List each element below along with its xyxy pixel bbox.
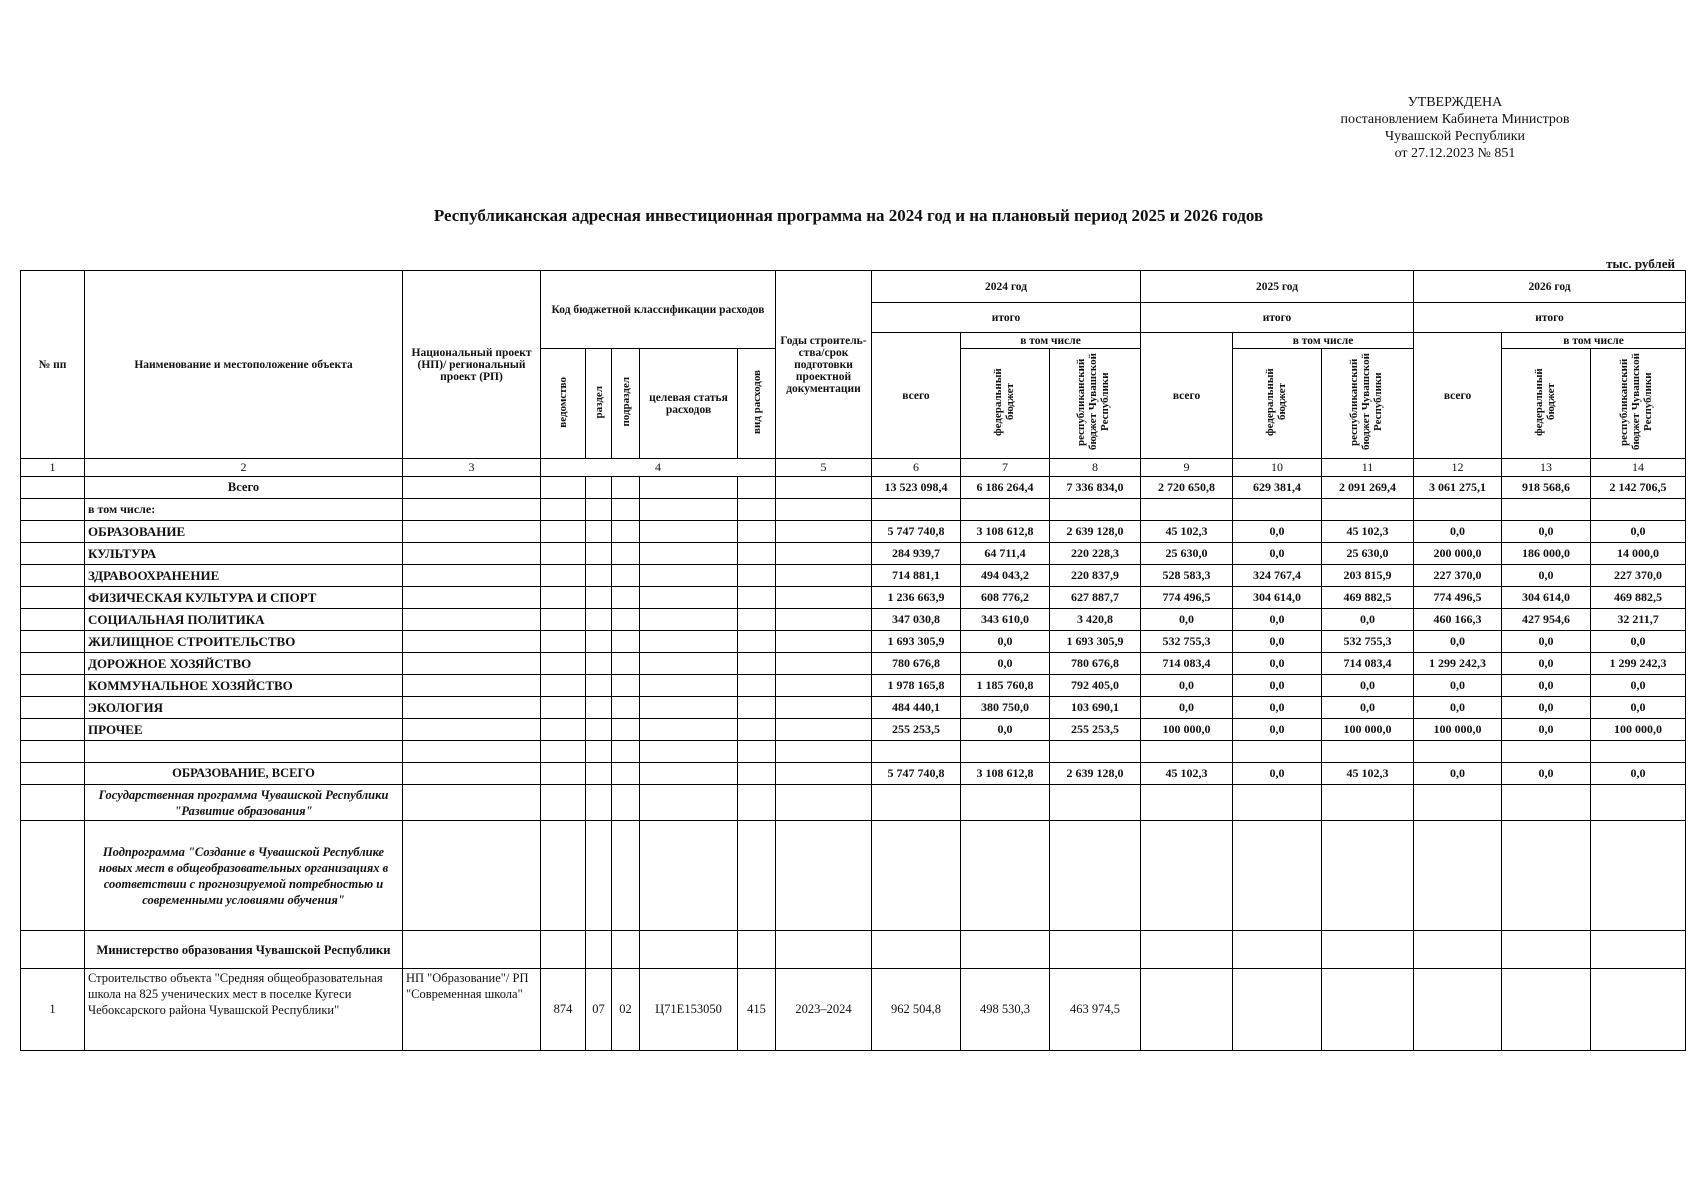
header-kbk: Код бюджетной классификации расходов bbox=[541, 271, 776, 349]
value-cell: 532 755,3 bbox=[1141, 631, 1233, 653]
section-row bbox=[21, 675, 1686, 697]
value-cell: 0,0 bbox=[1233, 543, 1322, 565]
value-cell: 1 978 165,8 bbox=[872, 675, 961, 697]
header-no: № пп bbox=[21, 271, 85, 459]
value-cell: 0,0 bbox=[1414, 763, 1502, 785]
value-cell: 2 091 269,4 bbox=[1322, 477, 1414, 499]
value-cell bbox=[1233, 969, 1322, 1051]
value-cell: 714 083,4 bbox=[1322, 653, 1414, 675]
value-cell: 220 837,9 bbox=[1050, 565, 1141, 587]
value-cell: 0,0 bbox=[1414, 631, 1502, 653]
object-vr: 415 bbox=[738, 969, 776, 1051]
header-itogo-2026: итого bbox=[1414, 303, 1686, 333]
header-csr: целевая статья расходов bbox=[640, 349, 738, 459]
value-cell: 255 253,5 bbox=[872, 719, 961, 741]
header-vedomstvo bbox=[541, 349, 586, 459]
header-fed-2026-text: федеральный бюджет bbox=[1533, 368, 1558, 436]
value-cell: 0,0 bbox=[1233, 697, 1322, 719]
colnum: 6 bbox=[872, 459, 961, 477]
value-cell: 629 381,4 bbox=[1233, 477, 1322, 499]
object-row bbox=[21, 969, 1686, 1051]
column-numbers-row bbox=[21, 459, 1686, 477]
section-name: СОЦИАЛЬНАЯ ПОЛИТИКА bbox=[85, 609, 403, 631]
colnum: 4 bbox=[541, 459, 776, 477]
section-row bbox=[21, 653, 1686, 675]
value-cell: 0,0 bbox=[1322, 697, 1414, 719]
value-cell: 255 253,5 bbox=[1050, 719, 1141, 741]
header-resp-2024 bbox=[1050, 349, 1141, 459]
value-cell: 0,0 bbox=[1591, 631, 1686, 653]
header-resp-2025 bbox=[1322, 349, 1414, 459]
value-cell: 774 496,5 bbox=[1141, 587, 1233, 609]
header-fed-2026 bbox=[1502, 349, 1591, 459]
object-podrazdel: 02 bbox=[612, 969, 640, 1051]
value-cell: 0,0 bbox=[1502, 675, 1591, 697]
colnum: 8 bbox=[1050, 459, 1141, 477]
value-cell: 463 974,5 bbox=[1050, 969, 1141, 1051]
empty-row bbox=[21, 741, 1686, 763]
value-cell: 1 693 305,9 bbox=[1050, 631, 1141, 653]
total-label: Всего bbox=[85, 477, 403, 499]
value-cell: 103 690,1 bbox=[1050, 697, 1141, 719]
value-cell: 0,0 bbox=[1141, 697, 1233, 719]
value-cell: 918 568,6 bbox=[1502, 477, 1591, 499]
section-row bbox=[21, 565, 1686, 587]
value-cell: 0,0 bbox=[1141, 609, 1233, 631]
object-years: 2023–2024 bbox=[776, 969, 872, 1051]
value-cell: 0,0 bbox=[1591, 521, 1686, 543]
value-cell: 203 815,9 bbox=[1322, 565, 1414, 587]
value-cell: 0,0 bbox=[1502, 763, 1591, 785]
value-cell: 460 166,3 bbox=[1414, 609, 1502, 631]
object-project: НП "Образование"/ РП "Современная школа" bbox=[403, 969, 541, 1051]
value-cell: 45 102,3 bbox=[1322, 521, 1414, 543]
value-cell bbox=[1141, 969, 1233, 1051]
value-cell: 792 405,0 bbox=[1050, 675, 1141, 697]
colnum: 7 bbox=[961, 459, 1050, 477]
units-label: тыс. рублей bbox=[1606, 256, 1675, 271]
approval-stamp bbox=[1290, 94, 1620, 162]
header-name: Наименование и местоположение объекта bbox=[85, 271, 403, 459]
value-cell: 186 000,0 bbox=[1502, 543, 1591, 565]
value-cell: 0,0 bbox=[1141, 675, 1233, 697]
value-cell bbox=[1502, 969, 1591, 1051]
object-razdel: 07 bbox=[586, 969, 612, 1051]
header-resp-2026 bbox=[1591, 349, 1686, 459]
header-vr-text: вид расходов bbox=[750, 370, 763, 434]
value-cell: 0,0 bbox=[1322, 609, 1414, 631]
header-vtomchisle-2026: в том числе bbox=[1502, 333, 1686, 349]
header-vtomchisle-2024: в том числе bbox=[961, 333, 1141, 349]
colnum: 12 bbox=[1414, 459, 1502, 477]
value-cell: 220 228,3 bbox=[1050, 543, 1141, 565]
value-cell: 304 614,0 bbox=[1233, 587, 1322, 609]
value-cell: 3 061 275,1 bbox=[1414, 477, 1502, 499]
value-cell: 1 185 760,8 bbox=[961, 675, 1050, 697]
value-cell: 0,0 bbox=[1414, 675, 1502, 697]
value-cell: 25 630,0 bbox=[1141, 543, 1233, 565]
value-cell: 100 000,0 bbox=[1591, 719, 1686, 741]
value-cell: 100 000,0 bbox=[1414, 719, 1502, 741]
approval-line-1: УТВЕРЖДЕНА bbox=[1407, 95, 1503, 110]
section-name: ЖИЛИЩНОЕ СТРОИТЕЛЬСТВО bbox=[85, 631, 403, 653]
header-fed-2024 bbox=[961, 349, 1050, 459]
header-year-2025: 2025 год bbox=[1141, 271, 1414, 303]
value-cell: 227 370,0 bbox=[1591, 565, 1686, 587]
document-title: Республиканская адресная инвестиционная программа на 2024 год и на плановый период 2025 и 2026 годов bbox=[433, 206, 1264, 225]
value-cell: 1 299 242,3 bbox=[1591, 653, 1686, 675]
value-cell: 6 186 264,4 bbox=[961, 477, 1050, 499]
section-name: ПРОЧЕЕ bbox=[85, 719, 403, 741]
colnum: 2 bbox=[85, 459, 403, 477]
value-cell: 627 887,7 bbox=[1050, 587, 1141, 609]
value-cell: 0,0 bbox=[1233, 631, 1322, 653]
approval-line-3: Чувашской Республики bbox=[1384, 129, 1526, 144]
value-cell: 13 523 098,4 bbox=[872, 477, 961, 499]
section-name: ФИЗИЧЕСКАЯ КУЛЬТУРА И СПОРТ bbox=[85, 587, 403, 609]
value-cell: 498 530,3 bbox=[961, 969, 1050, 1051]
value-cell: 45 102,3 bbox=[1322, 763, 1414, 785]
value-cell: 0,0 bbox=[1591, 697, 1686, 719]
value-cell: 200 000,0 bbox=[1414, 543, 1502, 565]
approval-line-4: от 27.12.2023 № 851 bbox=[1394, 146, 1516, 161]
value-cell: 0,0 bbox=[1502, 521, 1591, 543]
section-row bbox=[21, 609, 1686, 631]
subprogram-row bbox=[21, 821, 1686, 931]
header-fed-2025 bbox=[1233, 349, 1322, 459]
value-cell: 0,0 bbox=[1322, 675, 1414, 697]
value-cell: 0,0 bbox=[1591, 675, 1686, 697]
vtomchisle-label: в том числе: bbox=[85, 499, 403, 521]
header-project: Национальный проект (НП)/ региональный проект (РП) bbox=[403, 271, 541, 459]
value-cell: 0,0 bbox=[1233, 763, 1322, 785]
header-vsego-2026: всего bbox=[1414, 333, 1502, 459]
header-fed-2024-text: федеральный бюджет bbox=[992, 368, 1016, 436]
section-row bbox=[21, 697, 1686, 719]
ministry-label: Министерство образования Чувашской Республики bbox=[85, 931, 403, 969]
colnum: 14 bbox=[1591, 459, 1686, 477]
header-podrazdel-text: подраздел bbox=[619, 377, 632, 427]
value-cell: 0,0 bbox=[1502, 653, 1591, 675]
value-cell: 0,0 bbox=[1414, 521, 1502, 543]
value-cell: 484 440,1 bbox=[872, 697, 961, 719]
object-vedomstvo: 874 bbox=[541, 969, 586, 1051]
section-name: ЗДРАВООХРАНЕНИЕ bbox=[85, 565, 403, 587]
header-vsego-2025: всего bbox=[1141, 333, 1233, 459]
value-cell: 780 676,8 bbox=[872, 653, 961, 675]
value-cell: 5 747 740,8 bbox=[872, 763, 961, 785]
value-cell: 0,0 bbox=[961, 719, 1050, 741]
header-year-2024: 2024 год bbox=[872, 271, 1141, 303]
value-cell: 227 370,0 bbox=[1414, 565, 1502, 587]
section-name: ЭКОЛОГИЯ bbox=[85, 697, 403, 719]
education-total-label: ОБРАЗОВАНИЕ, ВСЕГО bbox=[85, 763, 403, 785]
vtomchisle-row bbox=[21, 499, 1686, 521]
ministry-row bbox=[21, 931, 1686, 969]
approval-line-2: постановлением Кабинета Министров bbox=[1340, 112, 1570, 127]
value-cell: 45 102,3 bbox=[1141, 521, 1233, 543]
value-cell: 962 504,8 bbox=[872, 969, 961, 1051]
value-cell: 100 000,0 bbox=[1322, 719, 1414, 741]
header-vr bbox=[738, 349, 776, 459]
state-program-row bbox=[21, 785, 1686, 821]
value-cell: 1 299 242,3 bbox=[1414, 653, 1502, 675]
header-years: Годы строитель-ства/срок подготовки проектной документации bbox=[776, 271, 872, 459]
value-cell: 284 939,7 bbox=[872, 543, 961, 565]
value-cell: 780 676,8 bbox=[1050, 653, 1141, 675]
value-cell: 469 882,5 bbox=[1322, 587, 1414, 609]
value-cell: 2 142 706,5 bbox=[1591, 477, 1686, 499]
investment-program-table bbox=[20, 270, 1686, 1051]
section-name: ДОРОЖНОЕ ХОЗЯЙСТВО bbox=[85, 653, 403, 675]
colnum: 5 bbox=[776, 459, 872, 477]
value-cell: 2 639 128,0 bbox=[1050, 763, 1141, 785]
header-razdel-text: раздел bbox=[592, 385, 605, 419]
value-cell: 3 108 612,8 bbox=[961, 521, 1050, 543]
value-cell: 5 747 740,8 bbox=[872, 521, 961, 543]
object-no: 1 bbox=[21, 969, 85, 1051]
value-cell: 324 767,4 bbox=[1233, 565, 1322, 587]
value-cell: 774 496,5 bbox=[1414, 587, 1502, 609]
header-podrazdel bbox=[612, 349, 640, 459]
value-cell: 0,0 bbox=[1233, 653, 1322, 675]
value-cell: 64 711,4 bbox=[961, 543, 1050, 565]
colnum: 1 bbox=[21, 459, 85, 477]
value-cell: 0,0 bbox=[1502, 697, 1591, 719]
header-itogo-2024: итого bbox=[872, 303, 1141, 333]
object-csr: Ц71Е153050 bbox=[640, 969, 738, 1051]
value-cell: 0,0 bbox=[1233, 675, 1322, 697]
value-cell: 304 614,0 bbox=[1502, 587, 1591, 609]
state-program-label: Государственная программа Чувашской Республики "Развитие образования" bbox=[85, 785, 403, 821]
value-cell: 714 083,4 bbox=[1141, 653, 1233, 675]
object-name: Строительство объекта "Средняя общеобразовательная школа на 825 ученических мест в поселке Кугеси Чебоксарского района Чувашской Республики" bbox=[85, 969, 403, 1051]
section-row bbox=[21, 543, 1686, 565]
section-row bbox=[21, 631, 1686, 653]
value-cell: 25 630,0 bbox=[1322, 543, 1414, 565]
value-cell: 0,0 bbox=[961, 631, 1050, 653]
value-cell: 714 881,1 bbox=[872, 565, 961, 587]
header-resp-2026-text: республиканский бюджет Чувашской Республики bbox=[1618, 353, 1655, 451]
value-cell: 494 043,2 bbox=[961, 565, 1050, 587]
value-cell: 32 211,7 bbox=[1591, 609, 1686, 631]
value-cell: 0,0 bbox=[1233, 719, 1322, 741]
total-row bbox=[21, 477, 1686, 499]
section-row bbox=[21, 521, 1686, 543]
header-vtomchisle-2025: в том числе bbox=[1233, 333, 1414, 349]
value-cell: 100 000,0 bbox=[1141, 719, 1233, 741]
value-cell: 7 336 834,0 bbox=[1050, 477, 1141, 499]
section-row bbox=[21, 719, 1686, 741]
colnum: 3 bbox=[403, 459, 541, 477]
header-razdel bbox=[586, 349, 612, 459]
header-fed-2025-text: федеральный бюджет bbox=[1264, 368, 1289, 436]
value-cell: 347 030,8 bbox=[872, 609, 961, 631]
colnum: 13 bbox=[1502, 459, 1591, 477]
education-total-row bbox=[21, 763, 1686, 785]
colnum: 9 bbox=[1141, 459, 1233, 477]
colnum: 11 bbox=[1322, 459, 1414, 477]
value-cell: 3 108 612,8 bbox=[961, 763, 1050, 785]
colnum: 10 bbox=[1233, 459, 1322, 477]
value-cell: 0,0 bbox=[1591, 763, 1686, 785]
value-cell: 45 102,3 bbox=[1141, 763, 1233, 785]
value-cell: 14 000,0 bbox=[1591, 543, 1686, 565]
value-cell: 0,0 bbox=[1502, 631, 1591, 653]
value-cell: 0,0 bbox=[1502, 565, 1591, 587]
section-name: КУЛЬТУРА bbox=[85, 543, 403, 565]
value-cell: 0,0 bbox=[961, 653, 1050, 675]
value-cell bbox=[1414, 969, 1502, 1051]
value-cell: 0,0 bbox=[1502, 719, 1591, 741]
value-cell: 380 750,0 bbox=[961, 697, 1050, 719]
value-cell: 0,0 bbox=[1233, 521, 1322, 543]
value-cell bbox=[1591, 969, 1686, 1051]
sections-body bbox=[21, 521, 1686, 741]
header-vsego-2024: всего bbox=[872, 333, 961, 459]
header-resp-2024-text: республиканский бюджет Чувашской Республики bbox=[1075, 353, 1111, 451]
value-cell: 427 954,6 bbox=[1502, 609, 1591, 631]
value-cell: 1 693 305,9 bbox=[872, 631, 961, 653]
subprogram-label: Подпрограмма "Создание в Чувашской Республике новых мест в общеобразовательных организациях в соответствии с прогнозируемой потребностью и современными условиями обучения" bbox=[85, 821, 403, 931]
value-cell: 0,0 bbox=[1233, 609, 1322, 631]
value-cell: 528 583,3 bbox=[1141, 565, 1233, 587]
section-row bbox=[21, 587, 1686, 609]
value-cell: 1 236 663,9 bbox=[872, 587, 961, 609]
value-cell: 532 755,3 bbox=[1322, 631, 1414, 653]
section-name: КОММУНАЛЬНОЕ ХОЗЯЙСТВО bbox=[85, 675, 403, 697]
value-cell bbox=[1322, 969, 1414, 1051]
header-year-2026: 2026 год bbox=[1414, 271, 1686, 303]
header-resp-2025-text: республиканский бюджет Чувашской Республики bbox=[1347, 353, 1384, 451]
value-cell: 2 720 650,8 bbox=[1141, 477, 1233, 499]
value-cell: 3 420,8 bbox=[1050, 609, 1141, 631]
header-vedomstvo-text: ведомство bbox=[557, 376, 569, 428]
value-cell: 469 882,5 bbox=[1591, 587, 1686, 609]
section-name: ОБРАЗОВАНИЕ bbox=[85, 521, 403, 543]
value-cell: 608 776,2 bbox=[961, 587, 1050, 609]
header-itogo-2025: итого bbox=[1141, 303, 1414, 333]
value-cell: 0,0 bbox=[1414, 697, 1502, 719]
value-cell: 343 610,0 bbox=[961, 609, 1050, 631]
value-cell: 2 639 128,0 bbox=[1050, 521, 1141, 543]
